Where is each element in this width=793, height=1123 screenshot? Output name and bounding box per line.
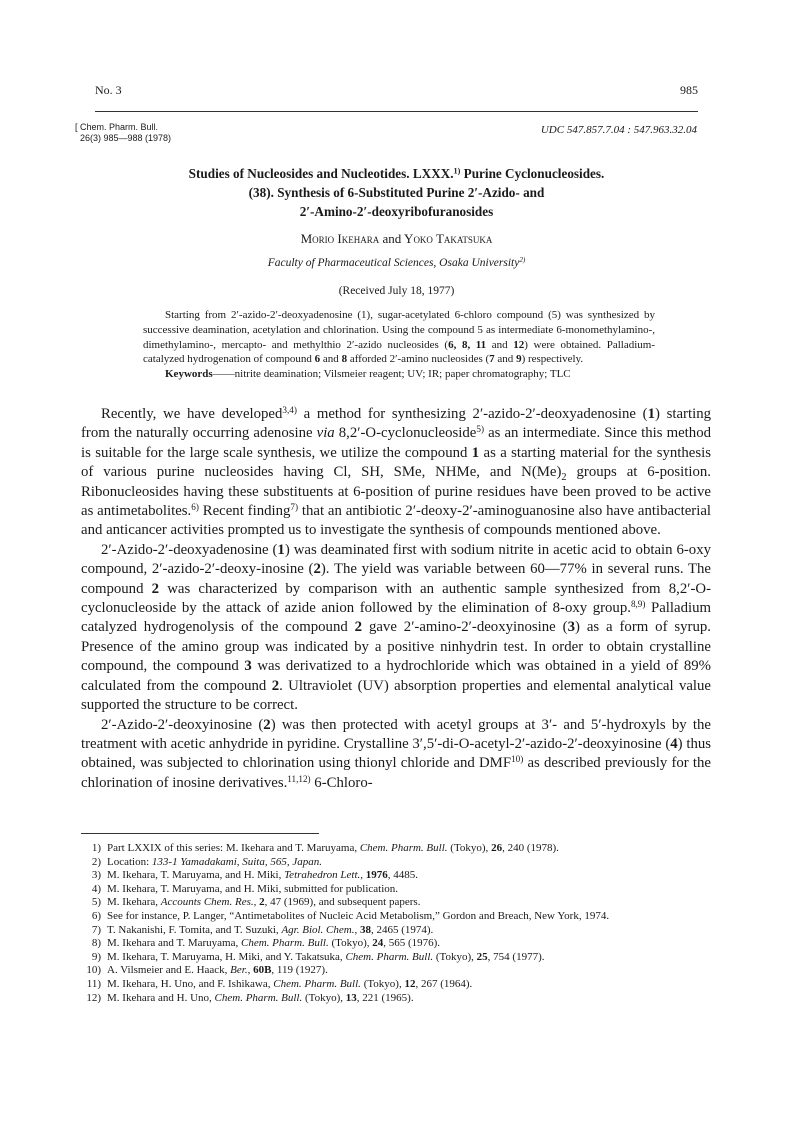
- udc-code: UDC 547.857.7.04 : 547.963.32.04: [540, 124, 697, 136]
- abstract: [143, 308, 655, 382]
- author-conjunction: and: [382, 231, 402, 246]
- body-text: [81, 405, 711, 793]
- footnote: 12) M. Ikehara and H. Uno, Chem. Pharm. Bull. (Tokyo), 13, 221 (1965).: [86, 991, 414, 1004]
- journal-name: Chem. Pharm. Bull.: [80, 122, 159, 132]
- footnote: 4) M. Ikehara, T. Maruyama, and H. Miki, submitted for publication.: [91, 882, 399, 895]
- journal-volume: 26(3) 985—988 (1978): [80, 133, 172, 143]
- footnote: 9) M. Ikehara, T. Maruyama, H. Miki, and Y. Takatsuka, Chem. Pharm. Bull. (Tokyo), 25, 754 (1977).: [91, 950, 545, 963]
- body-paragraph-1: Recently, we have developed$^{3,4)}$ a method for synthesizing 2′-azido-2′-deoxyadenosine (1) starting from the naturally occurring adenosine via 8,2′-O-cyclonucleoside$^{5)}$ as an intermediate. Since this method is suitable for the large scale synthesis, we utilize the compound 1 as a starting material for the synthesis of various purine nucleosides having Cl, SH, SMe, NHMe, and $N(Me)_2$ groups at 6-position. Ribonucleosides having these substituents at 6-position of purine residues have been proved to be active as antimetabolites.$^{6)}$ Recent finding$^{7)}$ that an antibiotic 2′-deoxy-2′-aminoguanosine also have antibacterial and anticancer activities prompted us to investigate the synthesis of compounds mentioned above.: [81, 404, 712, 539]
- author-2: Yoko Takatsuka: [404, 231, 493, 246]
- footnote-rule: [81, 833, 319, 834]
- footnote: 7) T. Nakanishi, F. Tomita, and T. Suzuki, Agr. Biol. Chem., 38, 2465 (1974).: [91, 923, 434, 936]
- title-line-1-tail: Purine Cyclonucleosides.: [460, 166, 605, 181]
- header-rule: [95, 111, 698, 112]
- running-header: [95, 83, 698, 99]
- page-number: 985: [680, 83, 698, 97]
- affiliation-ref: 2): [519, 256, 526, 265]
- footnote: 8) M. Ikehara and T. Maruyama, Chem. Pharm. Bull. (Tokyo), 24, 565 (1976).: [91, 937, 441, 950]
- bracket-left-icon: [: [75, 122, 78, 132]
- keywords-label: Keywords: [165, 368, 213, 381]
- journal-reference: [75, 122, 172, 144]
- received-date: (Received July 18, 1977): [338, 285, 455, 297]
- footnote: 11) M. Ikehara, H. Uno, and F. Ishikawa, Chem. Pharm. Bull. (Tokyo), 12, 267 (1964).: [86, 977, 473, 990]
- footnote: 5) M. Ikehara, Accounts Chem. Res., 2, 47 (1969), and subsequent papers.: [91, 896, 421, 909]
- footnotes: [81, 842, 711, 1005]
- keywords: Keywords——nitrite deamination; Vilsmeier reagent; UV; IR; paper chromatography; TLC: [165, 368, 571, 381]
- footnote: 6) See for instance, P. Langer, “Antimetabolites of Nucleic Acid Metabolism,” Gordon and Breach, New York, 1974.: [91, 909, 610, 922]
- title-line-1: Studies of Nucleosides and Nucleotides. LXXX.: [188, 166, 454, 181]
- body-paragraph-2: 2′-Azido-2′-deoxyadenosine (1) was deaminated first with sodium nitrite in acetic acid to obtain 6-oxy compound, 2′-azido-2′-deoxy-inosine (2). The yield was variable between 60—77% in several runs. The compound 2 was characterized by comparison with an authentic sample synthesized from 8,2′-O-cyclonucleoside by the attack of azide anion followed by the elimination of 8-oxy group.$^{8,9)}$ Palladium catalyzed hydrogenolysis of the compound 2 gave 2′-amino-2′-deoxyinosine (3) as a form of syrup. Presence of the amino group was indicated by a positive ninhydrin test. In order to obtain crystalline compound, the compound 3 was derivatized to a hydrochloride which was obtained in a yield of 89% calculated from the compound 2. Ultraviolet (UV) absorption properties and elemental analytical value supported the structure to be correct.: [81, 541, 712, 714]
- affiliation: Faculty of Pharmaceutical Sciences, Osaka University$^{2)}$: [267, 256, 526, 269]
- footnote: 2) Location: 133-1 Yamadakami, Suita, 565, Japan.: [91, 855, 322, 868]
- issue-number: No. 3: [95, 83, 122, 97]
- title-ref: 1): [453, 166, 461, 176]
- footnote: 1) Part LXXIX of this series: M. Ikehara and T. Maruyama, Chem. Pharm. Bull. (Tokyo), 26, 240 (1978).: [91, 842, 559, 854]
- footnote: 10) A. Vilsmeier and E. Haack, Ber., 60B, 119 (1927).: [86, 964, 328, 977]
- title-line-2: (38). Synthesis of 6-Substituted Purine 2′-Azido- and: [248, 185, 545, 200]
- paper-title: [110, 164, 683, 221]
- title-line-3: 2′-Amino-2′-deoxyribofuranosides: [299, 204, 494, 219]
- footnote: 3) M. Ikehara, T. Maruyama, and H. Miki, Tetrahedron Lett., 1976, 4485.: [91, 869, 419, 882]
- abstract-text: Starting from 2′-azido-2′-deoxyadenosine (1), sugar-acetylated 6-chloro compound (5) was synthesized by successive deamination, acetylation and chlorination. Using the compound 5 as intermediate 6-monomethylamino-, dimethylamino-, mercapto- and methylthio 2′-azido nucleosides (6, 8, 11 and 12) were obtained. Palladium-catalyzed hydrogenation of compound 6 and 8 afforded 2′-amino nucleosides (7 and 9) respectively.: [143, 309, 655, 366]
- author-1: Morio Ikehara: [300, 231, 380, 246]
- body-paragraph-3: 2′-Azido-2′-deoxyinosine (2) was then protected with acetyl groups at 3′- and 5′-hydroxyls by the treatment with acetic anhydride in pyridine. Crystalline 3′,5′-di-O-acetyl-2′-azido-2′-deoxyinosine (4) thus obtained, was subjected to chlorination using thionyl chloride and DMF$^{10)}$ as described previously for the chlorination of inosine derivatives.$^{11,12)}$ 6-Chloro-: [81, 716, 711, 791]
- authors: [0, 231, 793, 247]
